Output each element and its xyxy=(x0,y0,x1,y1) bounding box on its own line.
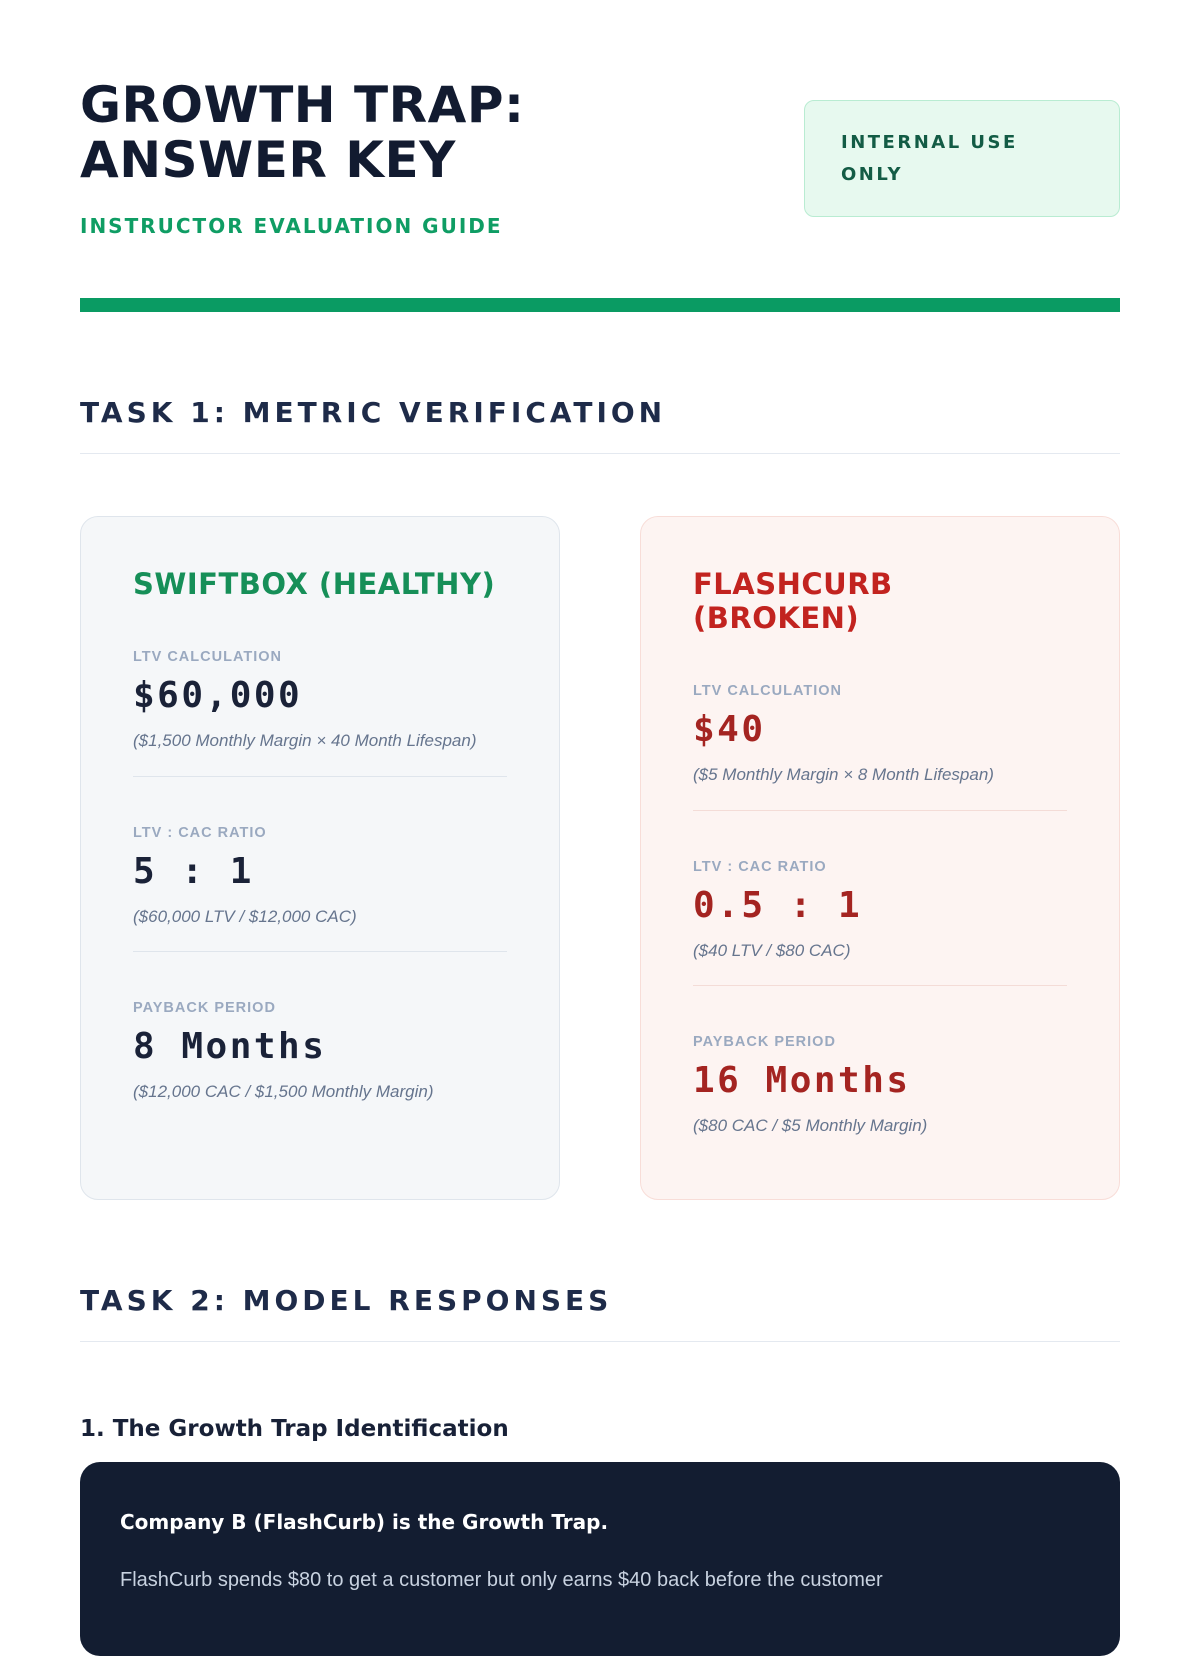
section-divider xyxy=(80,1341,1120,1342)
metric-label: LTV : CAC RATIO xyxy=(133,824,267,841)
metric-divider xyxy=(133,951,507,952)
metric-ltv-calculation xyxy=(693,683,1067,811)
task1-section xyxy=(80,396,1120,1200)
metric-formula: ($12,000 CAC / $1,500 Monthly Margin) xyxy=(133,1082,434,1101)
metric-value: $60,000 xyxy=(133,675,303,716)
metric-payback-period xyxy=(133,1000,507,1105)
metric-value: 8 Months xyxy=(133,1026,327,1067)
document-page xyxy=(80,0,1120,1656)
metric-value: 5 : 1 xyxy=(133,850,254,892)
task1-heading: TASK 1: METRIC VERIFICATION xyxy=(80,396,667,429)
question-1-title: 1. The Growth Trap Identification xyxy=(80,1415,509,1442)
metric-value: $40 xyxy=(693,709,766,750)
card-title: SWIFTBOX (HEALTHY) xyxy=(133,567,496,601)
title-block xyxy=(80,78,760,238)
answer-body: FlashCurb spends $80 to get a customer but only earns $40 back before the customer xyxy=(120,1568,883,1591)
internal-use-badge: INTERNAL USE ONLY xyxy=(804,100,1120,217)
metric-label: LTV CALCULATION xyxy=(693,683,842,699)
page-title: GROWTH TRAP: ANSWER KEY xyxy=(80,76,525,189)
document-header xyxy=(80,78,1120,238)
metric-ltv-cac-ratio xyxy=(693,859,1067,987)
metric-payback-period xyxy=(693,1034,1067,1139)
metric-divider xyxy=(133,776,507,777)
card-swiftbox-healthy xyxy=(80,516,560,1200)
task2-heading: TASK 2: MODEL RESPONSES xyxy=(80,1283,613,1317)
metric-ltv-calculation xyxy=(133,649,507,777)
model-answer-card xyxy=(80,1462,1120,1656)
section-divider xyxy=(80,453,1120,454)
metric-label: PAYBACK PERIOD xyxy=(693,1034,836,1050)
card-title: FLASHCURB (BROKEN) xyxy=(693,567,893,635)
metric-formula: ($5 Monthly Margin × 8 Month Lifespan) xyxy=(693,765,994,784)
page-subtitle: INSTRUCTOR EVALUATION GUIDE xyxy=(80,214,503,238)
metric-formula: ($40 LTV / $80 CAC) xyxy=(693,940,851,960)
metric-divider xyxy=(693,810,1067,811)
accent-divider-bar xyxy=(80,298,1120,312)
metric-formula: ($80 CAC / $5 Monthly Margin) xyxy=(693,1116,928,1135)
metric-value: 16 Months xyxy=(693,1060,911,1101)
metric-divider xyxy=(693,985,1067,986)
metric-ltv-cac-ratio xyxy=(133,825,507,953)
metric-formula: ($60,000 LTV / $12,000 CAC) xyxy=(133,906,357,926)
metric-cards-grid xyxy=(80,516,1120,1200)
metric-label: LTV : CAC RATIO xyxy=(693,858,827,875)
card-flashcurb-broken xyxy=(640,516,1120,1200)
metric-label: PAYBACK PERIOD xyxy=(133,1000,276,1016)
metric-value: 0.5 : 1 xyxy=(693,884,863,926)
metric-label: LTV CALCULATION xyxy=(133,649,282,665)
metric-formula: ($1,500 Monthly Margin × 40 Month Lifespan) xyxy=(133,731,477,750)
answer-lead: Company B (FlashCurb) is the Growth Trap. xyxy=(120,1509,609,1534)
